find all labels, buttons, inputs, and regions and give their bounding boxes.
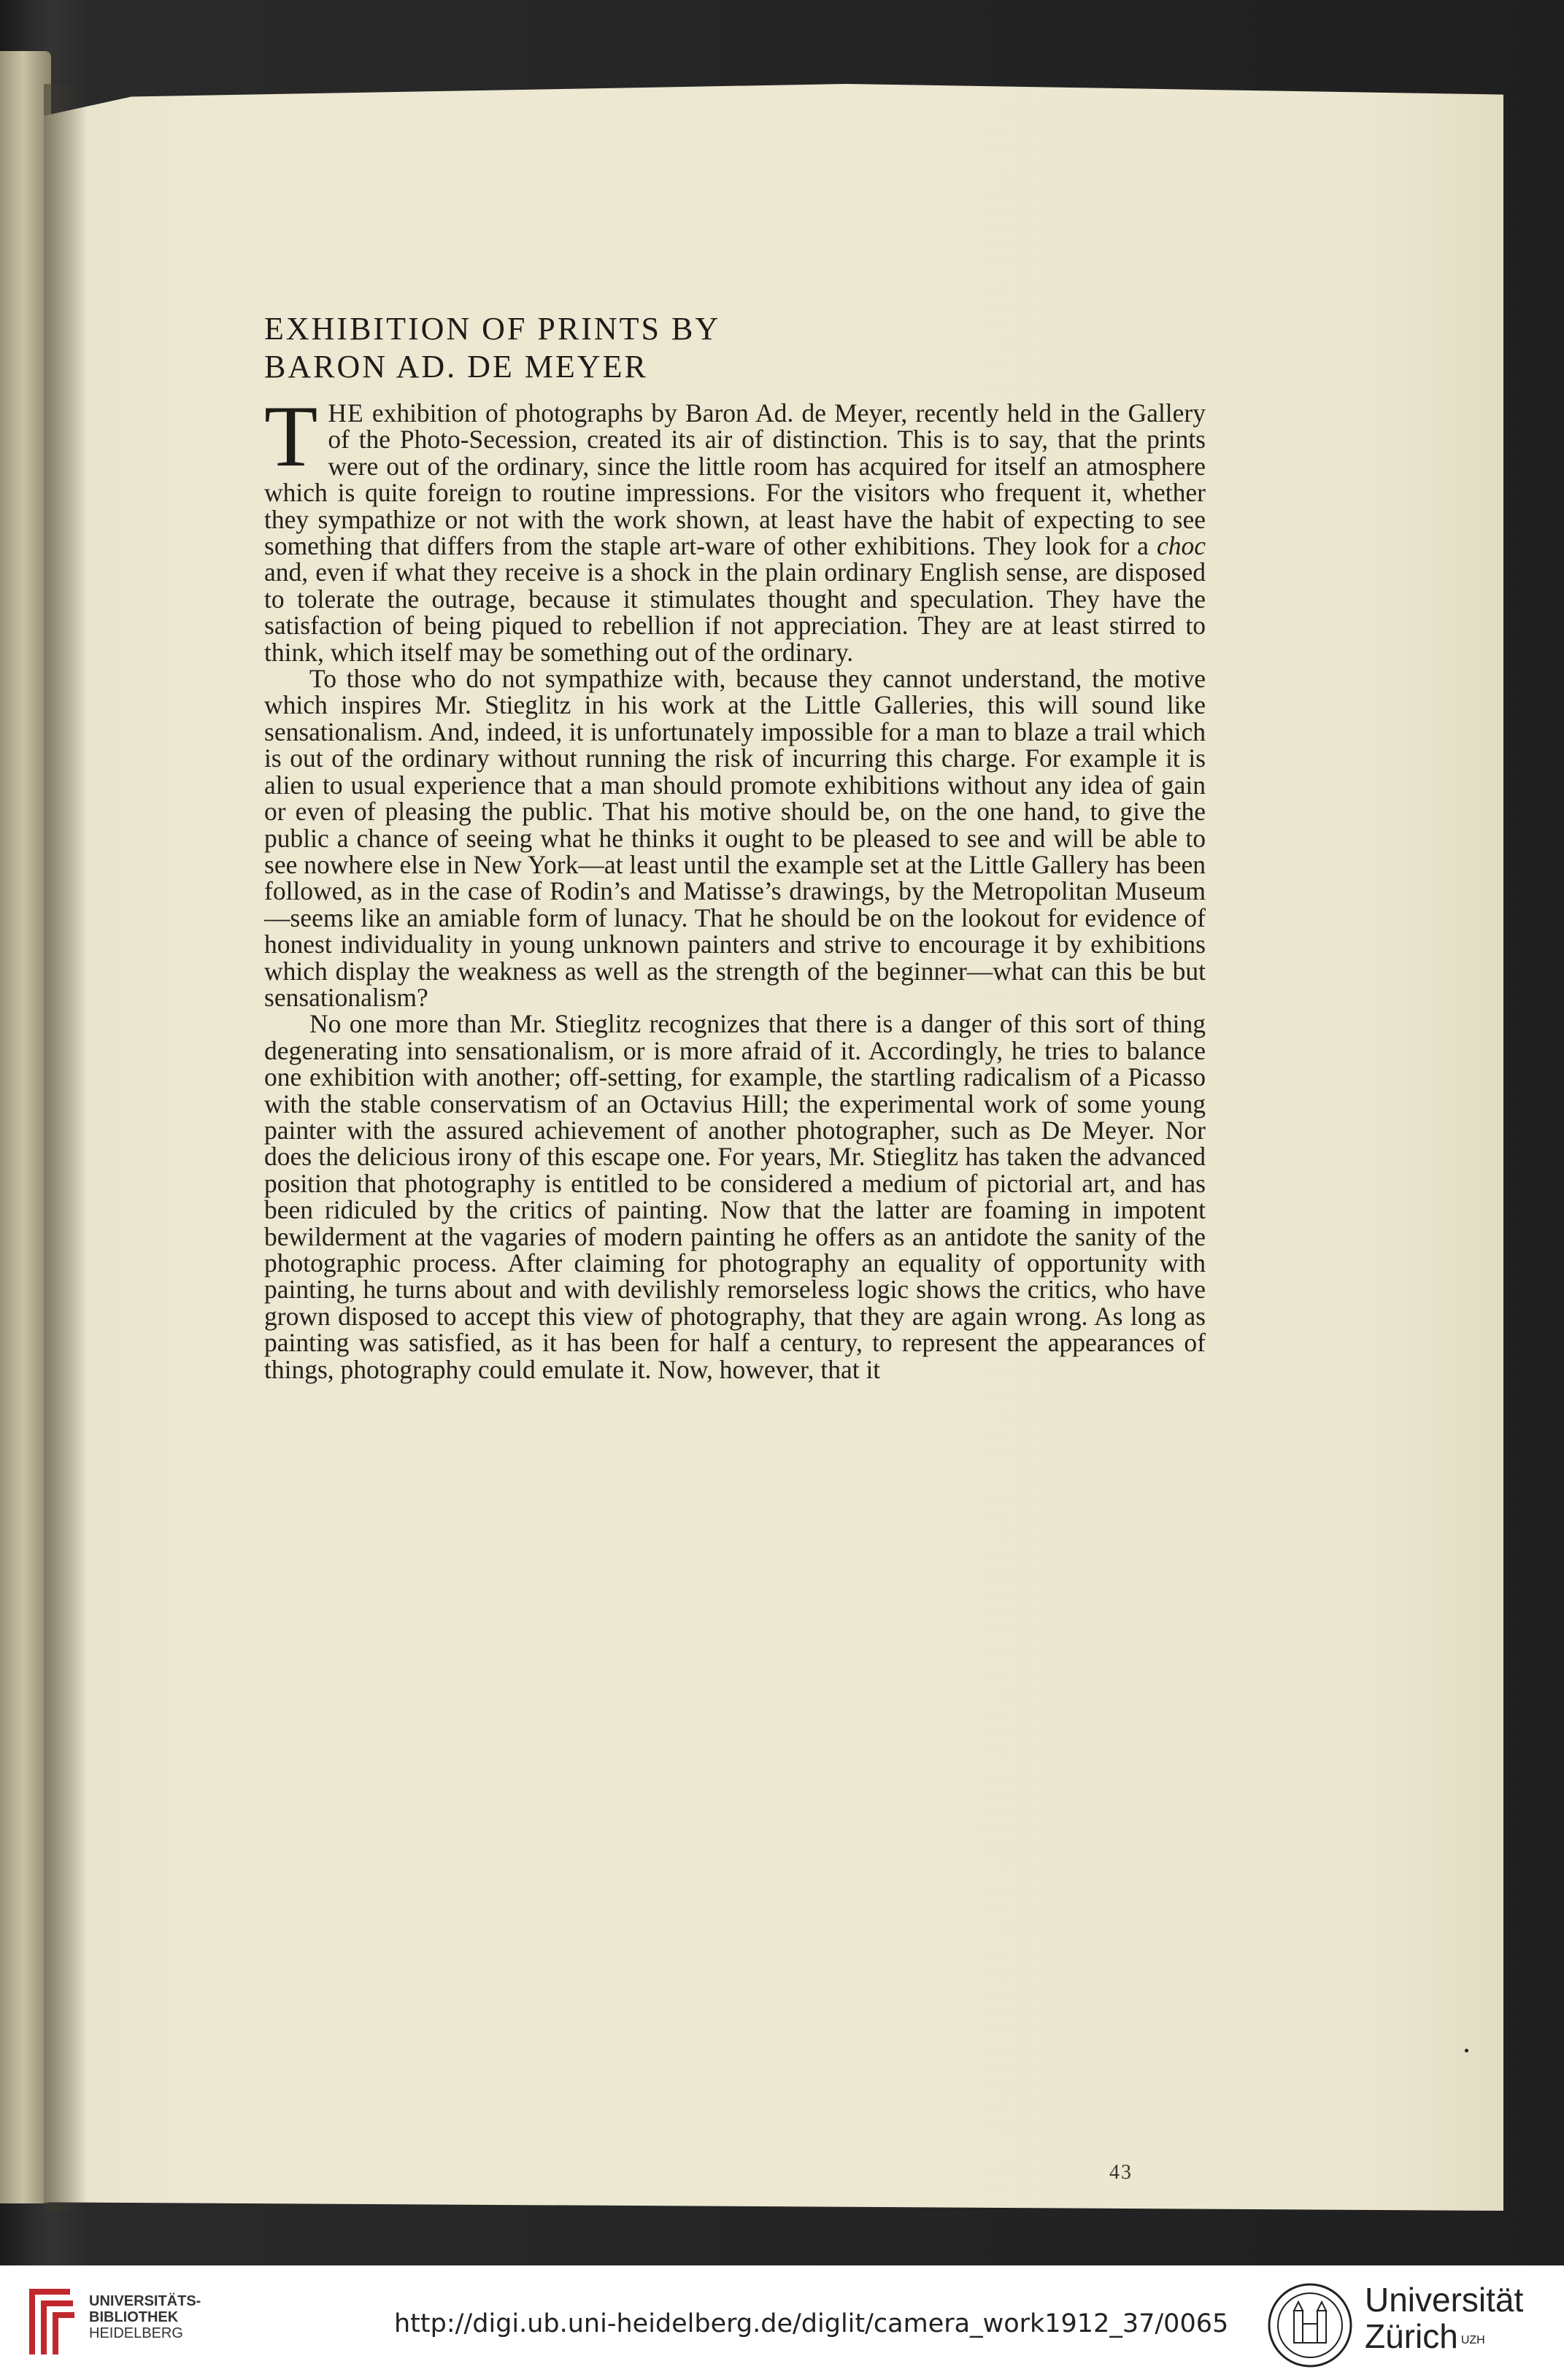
article-title: EXHIBITION OF PRINTS BY BARON AD. DE MEYER	[264, 311, 721, 385]
paragraph-2: To those who do not sympathize with, because they cannot understand, the motive which inspires Mr. Stieglitz in his work at the Little Galleries, this will sound like sensationalism. And, indeed, it is unfortunately impossible for a man to blaze a trail which is out of the ordinary without running the risk of incurring this charge. For example it is alien to usual experience that a man should promote exhibitions without any idea of gain or even of pleasing the public. That his motive should be, on the one hand, to give the public a chance of seeing what he thinks it ought to be pleased to see and will be able to see nowhere else in New York—at least until the example set at the Little Gallery has been followed, as in the case of Rodin’s and Matisse’s drawings, by the Metropolitan Museum—seems like an amiable form of lunacy. That he should be on the lookout for evidence of honest individuality in young unknown painters and strive to encourage it by exhibitions which display the weakness as well as the strength of the beginner—what can this be but sensationalism?	[264, 664, 1206, 1012]
drop-cap: T	[264, 387, 318, 484]
university-line-1: Universität	[1365, 2281, 1524, 2319]
page-number: 43	[1109, 2161, 1133, 2184]
university-name	[1365, 2282, 1523, 2354]
library-name	[89, 2293, 201, 2341]
library-line-3: HEIDELBERG	[89, 2325, 183, 2341]
library-line-1: UNIVERSITÄTS-	[89, 2293, 201, 2309]
article-body	[264, 387, 1206, 1384]
paragraph-1	[264, 387, 1206, 667]
uzh-seal-icon	[1266, 2282, 1354, 2373]
paper-speck	[1465, 2049, 1468, 2052]
binding-shadow	[44, 84, 88, 2211]
university-line-2: Zürich	[1365, 2317, 1458, 2355]
library-line-2: BIBLIOTHEK	[89, 2309, 179, 2325]
university-line-2-wrap	[1365, 2318, 1523, 2354]
paragraph-1-caps: HE	[328, 398, 364, 428]
paragraph-1-italic: choc	[1156, 531, 1206, 561]
digitization-footer	[0, 2265, 1564, 2380]
paragraph-3: No one more than Mr. Stieglitz recognizes that there is a danger of this sort of thing degenerating into sensationalism, or is more afraid of it. Accordingly, he tries to balance one exhibition with another; off-setting, for example, the startling radicalism of a Picasso with the stable conservatism of an Octavius Hill; the experimental work of some young painter with the assured achievement of another photographer, such as De Meyer. Nor does the delicious irony of this escape one. For years, Mr. Stieglitz has taken the advanced position that photography is entitled to be considered a medium of pictorial art, and has been ridiculed by the critics of painting. Now that the latter are foaming in impotent bewilderment at the vagaries of modern painting he offers as an antidote the sanity of the photographic process. After claiming for photography an equality of opportunity with painting, he turns about and with devilishly remorseless logic shows the critics, who have grown disposed to accept this view of photography, that they are again wrong. As long as painting was satisfied, as it has been for half a century, to represent the appearances of things, photography could emulate it. Now, however, that it	[264, 1009, 1206, 1384]
permalink-url[interactable]: http://digi.ub.uni-heidelberg.de/diglit/camera_work1912_37/0065	[394, 2309, 1229, 2338]
paragraph-1-text-end: and, even if what they receive is a shock in the plain ordinary English sense, are disposed to tolerate the outrage, because it stimulates thought and speculation. They have the satisfaction of being piqued to rebellion if not appreciation. They are at least stirred to think, which itself may be something out of the ordinary.	[264, 557, 1206, 667]
university-abbrev: UZH	[1460, 2334, 1485, 2346]
ub-heidelberg-logo-icon	[26, 2286, 79, 2362]
paragraph-1-text: exhibition of photographs by Baron Ad. de Meyer, recently held in the Gallery of the Photo-Secession, created its air of distinction. This is to say, that the prints were out of the ordinary, since the little room has acquired for itself an atmosphere which is quite foreign to routine impressions. For the visitors who frequent it, whether they sympathize or not with the work shown, at least have the habit of expecting to see something that differs from the staple art-ware of other exhibitions. They look for a	[264, 398, 1206, 561]
